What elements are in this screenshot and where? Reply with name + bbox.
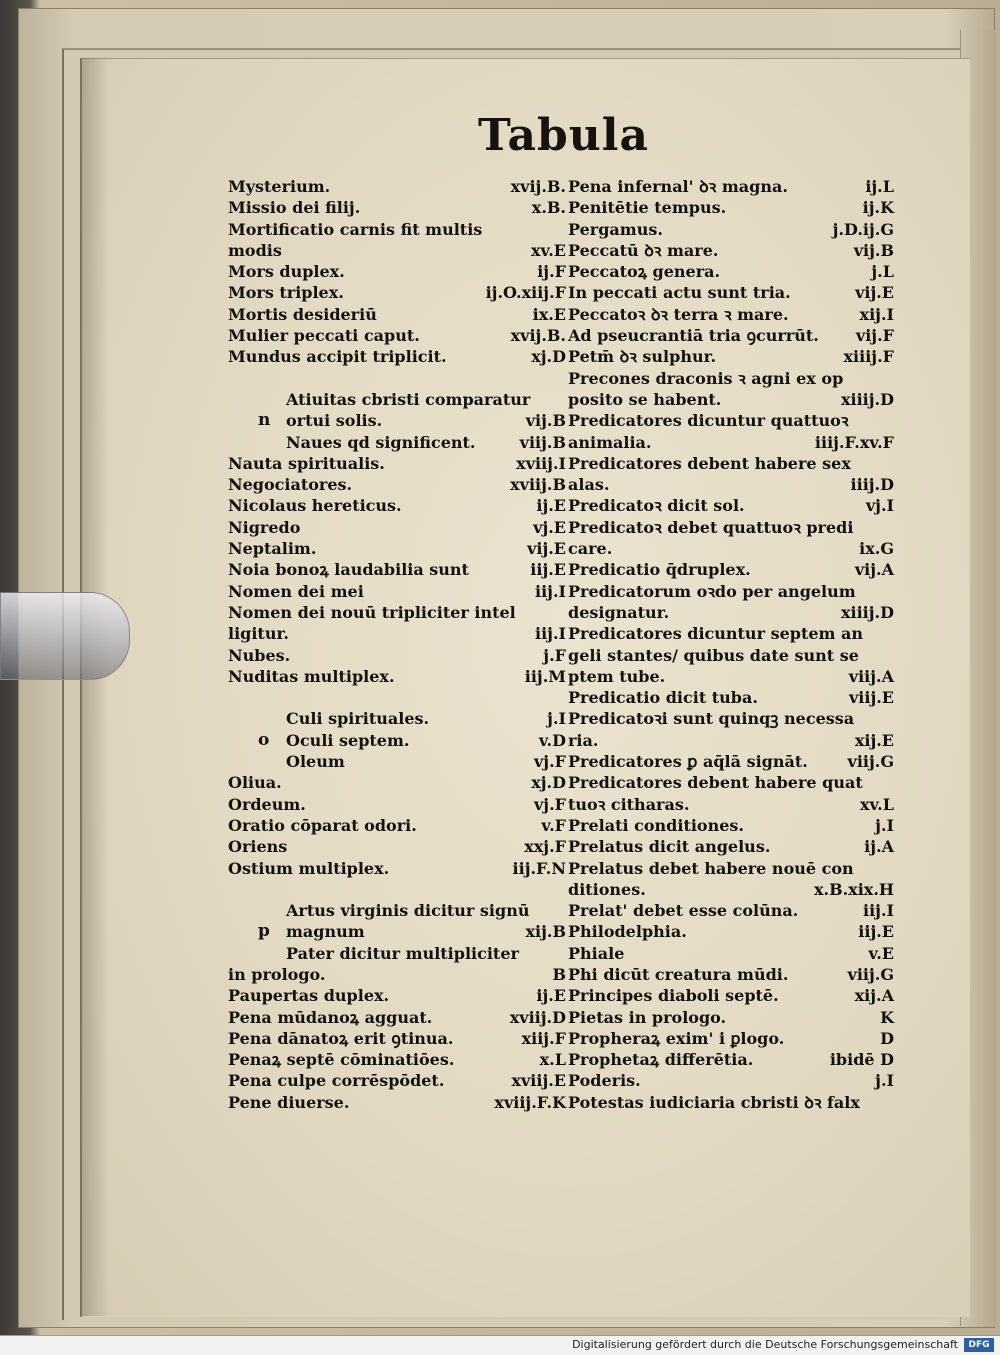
entry-reference: vij.B — [525, 411, 566, 431]
entry-reference: ij.L — [865, 177, 894, 196]
index-entry — [568, 964, 894, 985]
entry-reference: xiiij.D — [840, 389, 894, 409]
index-entry — [568, 1028, 894, 1049]
index-entry — [228, 581, 566, 602]
entry-text: in prologo. — [228, 964, 326, 984]
entry-reference: v.D — [538, 730, 566, 750]
entry-text: Prelatus debet habere nouē con — [568, 858, 854, 878]
entry-reference: vij.B — [853, 240, 894, 260]
section-initial: o — [258, 729, 270, 750]
index-entry — [228, 964, 566, 985]
entry-text: Philodelphia. — [568, 922, 687, 942]
entry-reference: ij.K — [862, 198, 894, 218]
entry-text: Predicatores debent habere quat — [568, 773, 863, 793]
index-entry — [228, 1049, 566, 1070]
index-entry — [228, 815, 566, 836]
index-entry — [568, 346, 894, 367]
index-entry — [568, 900, 894, 921]
entry-text: Culi spirituales. — [286, 709, 430, 729]
index-entry — [228, 623, 566, 644]
index-entry — [228, 219, 566, 240]
index-entry — [228, 943, 566, 964]
footer-bar — [0, 1335, 1000, 1355]
entry-reference: iiij.D — [850, 475, 894, 495]
entry-reference: ix.G — [859, 539, 894, 559]
entry-reference: ix.E — [532, 304, 566, 324]
index-entry — [568, 815, 894, 836]
index-entry — [228, 1028, 566, 1049]
index-entry — [568, 410, 894, 431]
index-entry — [568, 985, 894, 1006]
index-entry — [228, 538, 566, 559]
index-entry — [228, 304, 566, 325]
entry-reference: ij.A — [864, 837, 894, 857]
entry-reference: ij.E — [536, 496, 566, 516]
entry-text: Nomen dei mei — [228, 581, 364, 601]
index-entry — [568, 858, 894, 879]
entry-reference: x.L — [539, 1050, 566, 1070]
entry-text: Predicatoꝛ debet quattuoꝛ predi — [568, 517, 854, 537]
entry-reference: xxj.F — [524, 837, 566, 857]
index-entry — [568, 240, 894, 261]
entry-reference: ij.E — [536, 986, 566, 1006]
entry-text: Missio dei filij. — [228, 198, 361, 218]
index-entry — [568, 943, 894, 964]
entry-text: Peccatoꝛ ꝺꝛ terra ꝛ mare. — [568, 304, 789, 324]
entry-text: Neptalim. — [228, 539, 317, 559]
index-entry — [568, 432, 894, 453]
entry-reference: xiiij.F — [843, 347, 894, 367]
index-entry — [228, 176, 566, 197]
entry-reference: j.I — [875, 1071, 894, 1091]
entry-reference: ibidē D — [829, 1050, 894, 1070]
entry-text: Oratio cōparat odori. — [228, 815, 417, 835]
entry-text: Mulier peccati caput. — [228, 326, 420, 346]
entry-reference: vj.F — [533, 794, 566, 814]
index-entry — [568, 879, 894, 900]
blank-line — [228, 687, 566, 708]
entry-text: ditiones. — [568, 879, 646, 899]
index-entry — [228, 1007, 566, 1028]
index-entry — [228, 921, 566, 942]
entry-text: Prelati conditiones. — [568, 815, 744, 835]
entry-text: Negociatores. — [228, 475, 353, 495]
index-entry — [228, 495, 566, 516]
index-entry — [568, 1049, 894, 1070]
index-entry — [228, 985, 566, 1006]
entry-text: Propheraꝝ exim' i ꝑlogo. — [568, 1028, 785, 1048]
entry-text: Pena dānatoꝝ erit ꝯtinua. — [228, 1028, 454, 1048]
entry-text: Predicatio dicit tuba. — [568, 688, 758, 708]
index-entry — [228, 325, 566, 346]
entry-text: care. — [568, 539, 613, 559]
entry-text: Predicatores ꝑ aq̄lā signāt. — [568, 752, 808, 772]
entry-reference: xj.D — [531, 347, 566, 367]
index-entry — [568, 836, 894, 857]
entry-reference: iij.M — [524, 666, 566, 686]
entry-text: Pena culpe corrēspōdet. — [228, 1071, 445, 1091]
entry-text: Nomen dei nouū tripliciter intel — [228, 602, 516, 622]
entry-reference: xij.A — [854, 986, 894, 1006]
entry-text: Pena infernal' ꝺꝛ magna. — [568, 177, 788, 196]
section-initial: p — [258, 921, 270, 942]
index-entry — [568, 623, 894, 644]
index-entry — [568, 219, 894, 240]
entry-text: Oliua. — [228, 773, 282, 793]
entry-text: Atiuitas cbristi comparatur — [286, 389, 531, 409]
entry-reference: ij.O.xiij.F — [485, 283, 566, 303]
entry-text: Nauta spiritualis. — [228, 453, 385, 473]
index-entry — [568, 1092, 894, 1113]
entry-text: Predicatoꝛi sunt quinqꝫ necessa — [568, 709, 855, 729]
entry-reference: xviij.I — [516, 453, 566, 473]
entry-reference: iij.F.N — [512, 858, 566, 878]
entry-reference: vj.F — [533, 752, 566, 772]
entry-reference: xij.I — [859, 304, 894, 324]
entry-text: Ordeum. — [228, 794, 306, 814]
section-initial: n — [258, 410, 271, 431]
index-entry — [568, 921, 894, 942]
entry-text: Noia bonoꝝ laudabilia sunt — [228, 560, 469, 580]
entry-text: modis — [228, 240, 282, 260]
entry-text: Prophetaꝝ differētia. — [568, 1050, 754, 1070]
index-entry — [228, 282, 566, 303]
blank-line — [228, 879, 566, 900]
index-entry — [228, 559, 566, 580]
entry-text: Penitētie tempus. — [568, 198, 727, 218]
index-entry — [568, 687, 894, 708]
entry-reference: xv.E — [531, 240, 566, 260]
entry-reference: xij.B — [525, 922, 566, 942]
entry-text: alas. — [568, 475, 610, 495]
entry-reference: j.F — [543, 645, 566, 665]
dfg-logo: DFG — [964, 1338, 994, 1352]
entry-text: geli stantes/ quibus date sunt se — [568, 645, 859, 665]
entry-text: Peccatoꝝ genera. — [568, 262, 721, 282]
index-entry — [568, 602, 894, 623]
entry-reference: ij.F — [537, 262, 566, 282]
index-entry — [228, 602, 566, 623]
index-entry — [568, 495, 894, 516]
entry-text: Pena mūdanoꝝ agguat. — [228, 1007, 433, 1027]
entry-text: Ostium multiplex. — [228, 858, 390, 878]
index-entry — [228, 751, 566, 772]
index-entry — [228, 858, 566, 879]
index-entry — [568, 772, 894, 793]
entry-text: Phiale — [568, 943, 625, 963]
entry-reference: K — [880, 1007, 894, 1027]
index-entry — [228, 453, 566, 474]
entry-text: ria. — [568, 730, 599, 750]
index-entry — [228, 900, 566, 921]
entry-reference: xvij.B. — [510, 326, 566, 346]
index-entry — [568, 474, 894, 495]
index-entry — [568, 453, 894, 474]
entry-reference: xv.L — [859, 794, 894, 814]
entry-reference: vj.E — [533, 517, 566, 537]
entry-reference: x.B.xix.H — [813, 879, 894, 899]
entry-text: animalia. — [568, 432, 652, 452]
entry-text: Artus virginis dicitur signū — [286, 901, 530, 921]
entry-text: Naues qd significent. — [286, 432, 476, 452]
entry-text: Pietas in prologo. — [568, 1007, 727, 1027]
index-entry — [568, 751, 894, 772]
entry-text: Phi dicūt creatura mūdi. — [568, 964, 789, 984]
entry-text: Mors duplex. — [228, 262, 345, 282]
entry-reference: iij.I — [535, 624, 566, 644]
entry-reference: x.B. — [531, 198, 566, 218]
index-entry — [228, 432, 566, 453]
spine-shadow — [80, 58, 110, 1316]
index-entry — [568, 645, 894, 666]
entry-text: Predicatio q̄druplex. — [568, 560, 751, 580]
index-entry — [568, 730, 894, 751]
entry-reference: v.E — [868, 943, 894, 963]
entry-reference: v.F — [541, 815, 566, 835]
index-entry — [228, 836, 566, 857]
entry-reference: viij.E — [848, 688, 894, 708]
entry-reference: xviij.E — [511, 1071, 566, 1091]
entry-text: Oriens — [228, 837, 288, 857]
entry-text: Potestas iudiciaria cbristi ꝺꝛ falx — [568, 1092, 860, 1112]
entry-text: Predicatorum oꝛdo per angelum — [568, 581, 856, 601]
entry-reference: iij.E — [858, 922, 894, 942]
index-entry — [568, 1007, 894, 1028]
entry-text: Mors triplex. — [228, 283, 344, 303]
index-entry — [568, 389, 894, 410]
entry-reference: iij.I — [535, 581, 566, 601]
index-entry — [228, 730, 566, 751]
entry-text: Oculi septem. — [286, 730, 410, 750]
entry-text: Petm̄ ꝺꝛ sulphur. — [568, 347, 717, 367]
entry-reference: viij.G — [847, 964, 894, 984]
index-entry — [228, 240, 566, 261]
entry-text: Mysterium. — [228, 177, 331, 196]
entry-reference: vij.E — [527, 539, 566, 559]
entry-text: Pergamus. — [568, 219, 663, 239]
entry-text: Predicatores dicuntur septem an — [568, 624, 864, 644]
entry-text: In peccati actu sunt tria. — [568, 283, 791, 303]
entry-text: ligitur. — [228, 624, 289, 644]
index-entry — [568, 794, 894, 815]
index-entry — [228, 474, 566, 495]
entry-reference: j.I — [875, 815, 894, 835]
index-entry — [228, 1070, 566, 1091]
entry-text: Mortificatio carnis fit multis — [228, 219, 483, 239]
entry-text: Prelat' debet esse colūna. — [568, 901, 799, 921]
entry-reference: j.L — [871, 262, 894, 282]
entry-text: posito se habent. — [568, 389, 722, 409]
entry-reference: xviij.D — [509, 1007, 566, 1027]
index-entry — [568, 325, 894, 346]
entry-text: Pater dicitur multipliciter — [286, 943, 519, 963]
index-entry — [228, 517, 566, 538]
index-entry — [228, 666, 566, 687]
entry-reference: vij.F — [855, 326, 894, 346]
entry-reference: j.D.ij.G — [832, 219, 894, 239]
entry-reference: j.I — [547, 709, 566, 729]
index-entry — [228, 772, 566, 793]
entry-reference: viij.G — [847, 752, 894, 772]
index-entry — [568, 708, 894, 729]
entry-reference: viij.B — [519, 432, 566, 452]
entry-text: Predicatores dicuntur quattuoꝛ — [568, 411, 849, 431]
index-entry — [228, 794, 566, 815]
index-entry — [228, 389, 566, 410]
index-entry — [568, 176, 894, 197]
entry-reference: xiij.F — [521, 1028, 566, 1048]
entry-text: Paupertas duplex. — [228, 986, 390, 1006]
entry-text: tuoꝛ citharas. — [568, 794, 690, 814]
index-entry — [228, 1092, 566, 1113]
entry-reference: vij.A — [854, 560, 894, 580]
entry-text: Peccatū ꝺꝛ mare. — [568, 240, 719, 260]
index-entry — [568, 304, 894, 325]
index-entry — [228, 346, 566, 367]
entry-text: Nigredo — [228, 517, 301, 537]
entry-text: ptem tube. — [568, 666, 666, 686]
entry-text: magnum — [286, 922, 365, 942]
entry-text: designatur. — [568, 602, 670, 622]
index-entry — [228, 197, 566, 218]
index-entry — [568, 261, 894, 282]
footer-credit: Digitalisierung gefördert durch die Deutsche Forschungsgemeinschaft — [572, 1338, 958, 1351]
entry-text: Oleum — [286, 752, 345, 772]
index-entry — [568, 1070, 894, 1091]
index-entry — [228, 645, 566, 666]
entry-text: Pene diuerse. — [228, 1092, 350, 1112]
entry-reference: xviij.B — [510, 475, 566, 495]
entry-reference: D — [880, 1028, 894, 1048]
entry-text: Mundus accipit triplicit. — [228, 347, 447, 367]
entry-reference: iij.I — [863, 901, 894, 921]
entry-text: Predicatoꝛ dicit sol. — [568, 496, 745, 516]
entry-reference: xj.D — [531, 773, 566, 793]
index-entry — [568, 197, 894, 218]
entry-text: Ad pseucrantiā tria ꝯcurrūt. — [568, 326, 819, 346]
page-title: Tabula — [478, 110, 650, 161]
entry-text: Prelatus dicit angelus. — [568, 837, 771, 857]
index-entry — [568, 517, 894, 538]
entry-reference: xiiij.D — [840, 602, 894, 622]
entry-reference: iij.E — [530, 560, 566, 580]
entry-text: Nuditas multiplex. — [228, 666, 395, 686]
entry-reference: iiij.F.xv.F — [814, 432, 894, 452]
entry-text: Penaꝝ septē cōminatiōes. — [228, 1050, 455, 1070]
entry-reference: xij.E — [854, 730, 894, 750]
index-column-right — [568, 176, 894, 1113]
entry-reference: xvij.B. — [510, 177, 566, 196]
index-entry — [568, 538, 894, 559]
entry-text: Precones draconis ꝛ agni ex op — [568, 368, 844, 388]
entry-text: Nicolaus hereticus. — [228, 496, 402, 516]
index-entry — [568, 666, 894, 687]
index-column-left — [228, 176, 566, 1113]
entry-reference: xviij.F.K — [494, 1092, 566, 1112]
entry-text: Mortis desideriū — [228, 304, 377, 324]
entry-reference: vj.I — [865, 496, 894, 516]
index-entry — [568, 368, 894, 389]
entry-text: Predicatores debent habere sex — [568, 453, 851, 473]
blank-line — [228, 368, 566, 389]
index-entry — [568, 581, 894, 602]
entry-text: ortui solis. — [286, 411, 383, 431]
index-entry — [228, 261, 566, 282]
entry-reference: vij.E — [855, 283, 894, 303]
entry-text: Nubes. — [228, 645, 291, 665]
page-clip — [0, 592, 130, 680]
index-entry — [568, 282, 894, 303]
index-entry — [228, 708, 566, 729]
index-entry — [228, 410, 566, 431]
entry-reference: viij.A — [848, 666, 894, 686]
entry-reference: B — [552, 964, 566, 984]
entry-text: Poderis. — [568, 1071, 641, 1091]
index-entry — [568, 559, 894, 580]
entry-text: Principes diaboli septē. — [568, 986, 779, 1006]
